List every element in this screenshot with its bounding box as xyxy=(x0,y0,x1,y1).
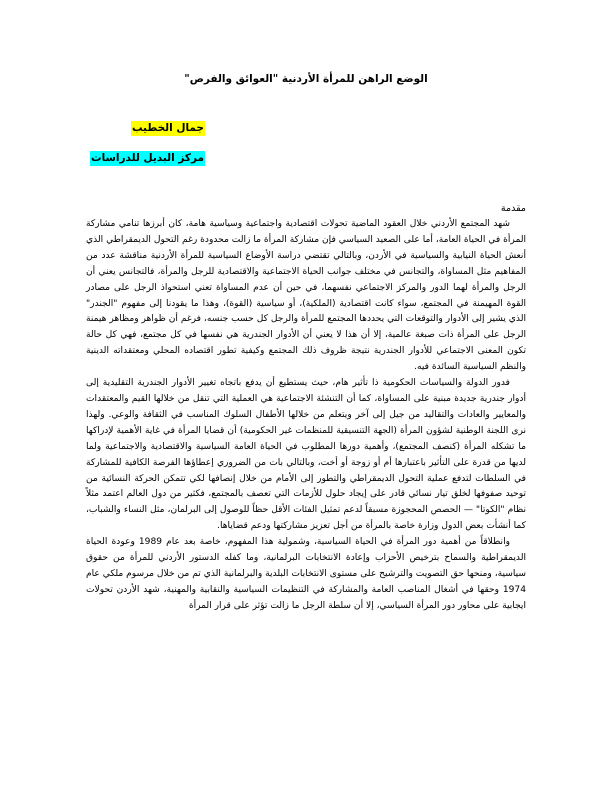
paragraph-2: فدور الدولة والسياسات الحكومية ذا تأثير هام، حيث يستطيع أن يدفع باتجاه تغيير الأدوار الجندرية التقليدية إلى أدوار جندرية جديدة مبنية على المساواة، كما أن التنشئة الاجتماعية هي العملية التي تنقل من خلالها القيم والمعتقدات والمعايير والعادات والتقاليد من جيل إلى آخر ويتعلم من خلالها الأطفال السلوك المناسب في الثقافة والوعي. ولهذا نرى اللجنة الوطنية لشؤون المرأة (الجهة التنسيقية للمنظمات غير الحكومية) أن قضايا المرأة في غاية الأهمية لإدراكها ما تشكله المرأة (كنصف المجتمع)، وأهمية دورها المطلوب في الحياة العامة السياسية والاقتصادية والاجتماعية ولما لديها من قدرة على التأثير باعتبارها أم أو زوجة أو أخت، وبالتالي بات من الضروري إعطاؤها الفرصة الكافية للمشاركة في السلطات لتدفع عملية التحول الديمقراطي والتطور إلى الأمام من خلال إنصافها لكي تتمكن الحركة النسائية من توحيد صفوفها لخلق تيار نسائي قادر على إيجاد حلول للأزمات التي تعصف بالمجتمع، فكثير من دول العالم اعتمد مثلاً نظام "الكوتا" — الحصص المحجوزة مسبقاً لدعم تمثيل الفئات الأقل حظاً للوصول إلى البرلمان، مثل النساء والشباب، كما أنشأت بعض الدول وزارة خاصة بالمرأة من أجل تعزيز مشاركتها ودعم قضاياها. xyxy=(86,378,526,532)
author-name: جمال الخطيب xyxy=(131,122,204,134)
intro-heading: مقدمة xyxy=(500,203,526,214)
organization-name: مركز البديل للدراسات xyxy=(91,152,204,164)
document-body xyxy=(86,217,526,615)
document-title: الوضع الراهن للمرأة الأردنية "العوائق والفرص" xyxy=(184,73,428,85)
paragraph-1: شهد المجتمع الأردني خلال العقود الماضية تحولات اقتصادية واجتماعية وسياسية هامة، كان أبرزها تنامي مشاركة المرأة في الحياة العامة، أما على الصعيد السياسي فإن مشاركة المرأة ما زالت محدودة رغم التحول الديمقراطي الذي أنعش الحياة النيابية والسياسية في الأردن، وبالتالي تقتضي دراسة الأوضاع السياسية للمرأة الأردنية مناقشة عدد من المفاهيم مثل المساواة، والتجانس في مختلف جوانب الحياة الاجتماعية والاقتصادية للرجل والمرأة، فالتجانس يعني أن الرجل والمرأة لهما الدور والمركز الاجتماعي نفسهما، في حين أن عدم المساواة تعني استحواذ الرجل على مصادر القوة المهيمنة في المجتمع، سواء كانت اقتصادية (الملكية)، أو سياسية (القوة)، وهذا ما يقودنا إلى مفهوم "الجندر" الذي يشير إلى الأدوار والتوقعات التي يحددها المجتمع للمرأة والرجل كل حسب جنسه، فرغم أن ظواهر ومظاهر هيمنة الرجل على المرأة ذات صبغة عالمية، إلا أن هذا لا يعني أن الأدوار الجندرية هي نفسها في كل مجتمع، فهي كل حالة تكون المعنى الاجتماعي للأدوار الجندرية نتيجة ظروف ذلك المجتمع وكيفية تطور اقتصاده المحلي ومعتقداته الدينية والنظم السياسية السائدة فيه. xyxy=(86,219,526,373)
paragraph-3: وانطلاقاً من أهمية دور المرأة في الحياة السياسية، وشمولية هذا المفهوم، خاصة بعد عام 1989 وعودة الحياة الديمقراطية والسماح بترخيص الأحزاب وإعادة الانتخابات البرلمانية، وما كفله الدستور الأردني للمرأة من حقوق سياسية، ومنحها حق التصويت والترشيح على مستوى الانتخابات البلدية والبرلمانية الذي تم من خلال مرسوم ملكي عام 1974 وحقها في أشغال المناصب العامة والمشاركة في التنظيمات السياسية والنقابية والمهنية، شهد الأردن تحولات ايجابية على محاور دور المرأة السياسي، إلا أن سلطة الرجل ما زالت تؤثر على قرار المرأة xyxy=(86,537,526,611)
